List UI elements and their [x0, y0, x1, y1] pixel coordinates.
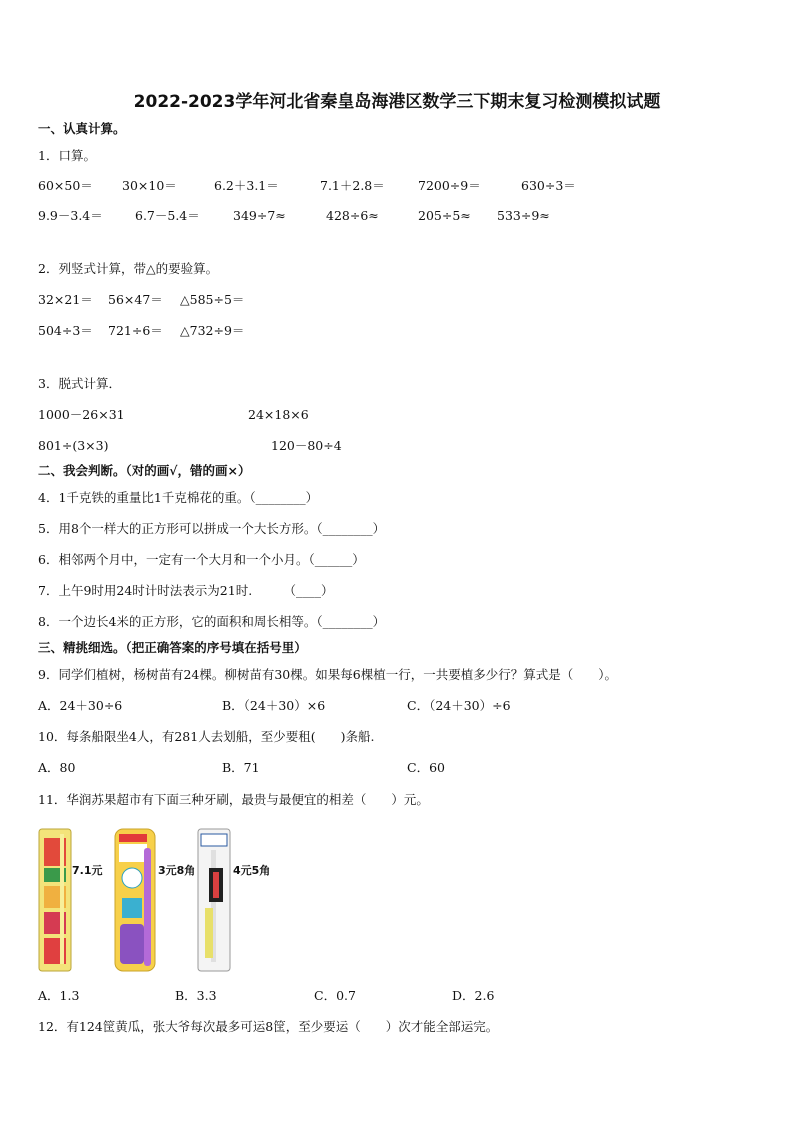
oral-calc-5: 7200÷9＝: [418, 178, 481, 193]
oral-calc-3: 6.2＋3.1＝: [214, 178, 279, 193]
toothbrush-3-price: 4元5角: [233, 864, 271, 877]
vertical-calc-6: △732÷9＝: [180, 323, 245, 338]
step-calc-4: 120－80÷4: [271, 438, 342, 453]
question-11-option-c: C．0.7: [314, 988, 356, 1003]
question-7: 7．上午9时用24时计时法表示为21时. （____）: [38, 583, 334, 598]
oral-calc-9: 349÷7≈: [233, 208, 286, 223]
page-title: 2022-2023学年河北省秦皇岛海港区数学三下期末复习检测模拟试题: [133, 92, 661, 112]
oral-calc-4: 7.1＋2.8＝: [320, 178, 385, 193]
oral-calc-6: 630÷3＝: [521, 178, 576, 193]
question-12-stem: 12．有124筐黄瓜，张大爷每次最多可运8筐，至少要运（ ）次才能全部运完。: [38, 1019, 499, 1034]
vertical-calc-2: 56×47＝: [108, 292, 163, 307]
section-1-heading: 一、认真计算。: [38, 121, 126, 136]
step-calc-1: 1000－26×31: [38, 407, 125, 422]
question-6: 6．相邻两个月中，一定有一个大月和一个小月。（______）: [38, 552, 365, 567]
question-9-option-a: A．24＋30÷6: [38, 698, 123, 713]
toothbrush-1-image: [38, 828, 72, 972]
question-11-option-b: B．3.3: [175, 988, 217, 1003]
question-1-label: 1．口算。: [38, 148, 96, 163]
toothbrush-2-image: [114, 828, 156, 972]
vertical-calc-3: △585÷5＝: [180, 292, 245, 307]
oral-calc-7: 9.9－3.4＝: [38, 208, 103, 223]
question-8: 8．一个边长4米的正方形，它的面积和周长相等。（________）: [38, 614, 386, 629]
step-calc-2: 24×18×6: [248, 407, 309, 422]
oral-calc-10: 428÷6≈: [326, 208, 379, 223]
step-calc-3: 801÷(3×3): [38, 438, 109, 453]
toothbrush-2-price: 3元8角: [158, 864, 196, 877]
vertical-calc-4: 504÷3＝: [38, 323, 93, 338]
question-9-option-c: C．（24＋30）÷6: [407, 698, 511, 713]
oral-calc-11: 205÷5≈: [418, 208, 471, 223]
question-11-option-a: A．1.3: [38, 988, 80, 1003]
question-11-stem: 11．华润苏果超市有下面三种牙刷，最贵与最便宜的相差（ ）元。: [38, 792, 429, 807]
question-2-label: 2．列竖式计算，带△的要验算。: [38, 261, 219, 276]
vertical-calc-5: 721÷6＝: [108, 323, 163, 338]
oral-calc-1: 60×50＝: [38, 178, 93, 193]
question-10-option-a: A．80: [38, 760, 76, 775]
question-5: 5．用8个一样大的正方形可以拼成一个大长方形。（________）: [38, 521, 386, 536]
oral-calc-2: 30×10＝: [122, 178, 177, 193]
vertical-calc-1: 32×21＝: [38, 292, 93, 307]
section-2-heading: 二、我会判断。（对的画√，错的画×）: [38, 463, 251, 478]
question-9-stem: 9．同学们植树，杨树苗有24棵。柳树苗有30棵。如果每6棵植一行，一共要植多少行？算式是（ ）。: [38, 667, 617, 682]
question-10-option-c: C．60: [407, 760, 445, 775]
question-3-label: 3．脱式计算．: [38, 376, 121, 391]
question-11-option-d: D．2.6: [452, 988, 495, 1003]
question-4: 4．1千克铁的重量比1千克棉花的重。（________）: [38, 490, 319, 505]
toothbrush-3-image: [197, 828, 231, 972]
question-10-stem: 10．每条船限坐4人，有281人去划船，至少要租( )条船.: [38, 729, 375, 744]
question-10-option-b: B．71: [222, 760, 260, 775]
oral-calc-8: 6.7－5.4＝: [135, 208, 200, 223]
toothbrush-1-price: 7.1元: [72, 864, 103, 877]
question-9-option-b: B．（24＋30）×6: [222, 698, 326, 713]
section-3-heading: 三、精挑细选。（把正确答案的序号填在括号里）: [38, 640, 307, 655]
oral-calc-12: 533÷9≈: [497, 208, 550, 223]
